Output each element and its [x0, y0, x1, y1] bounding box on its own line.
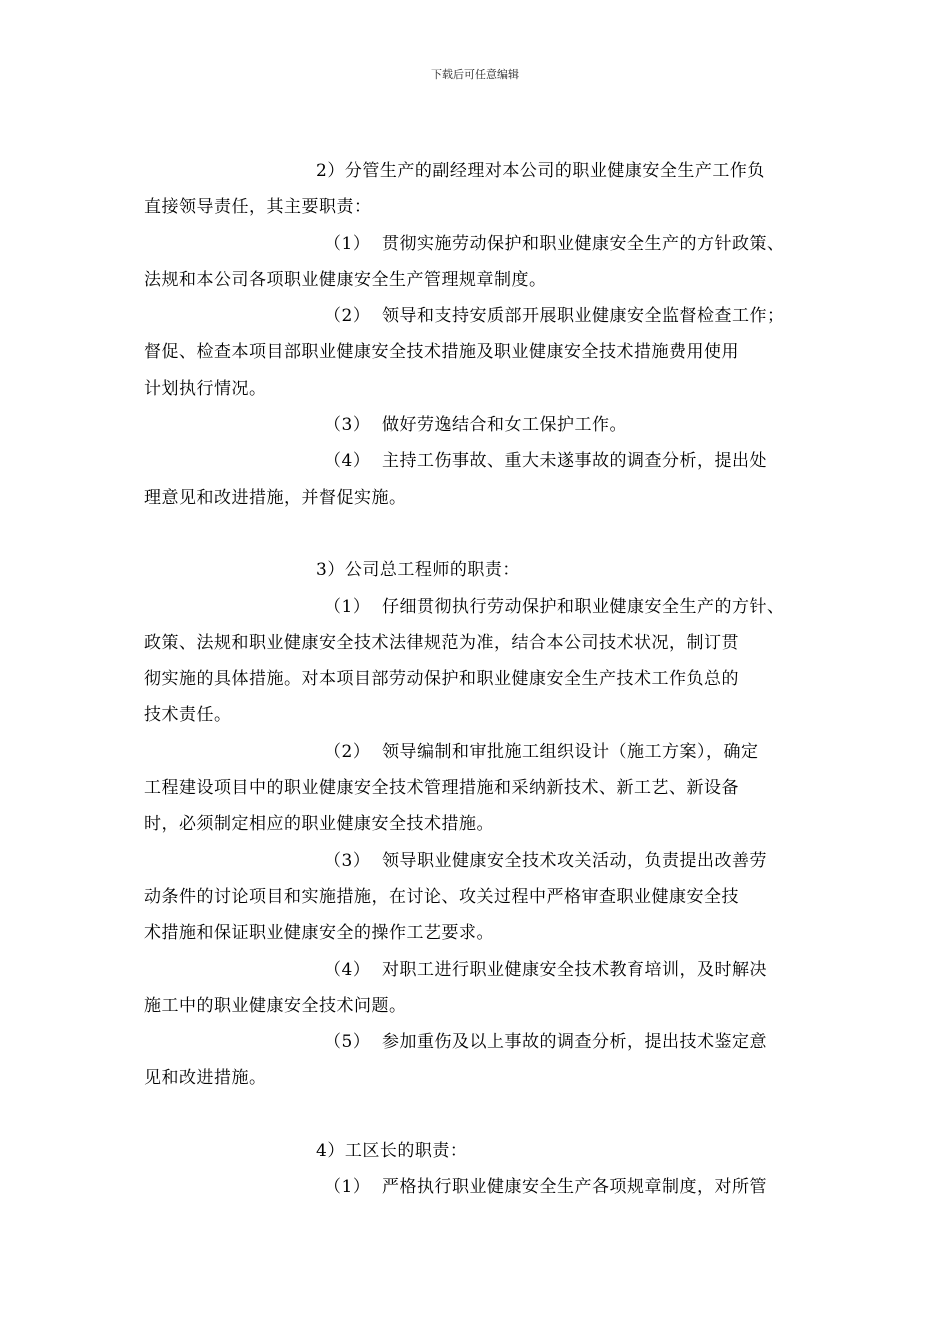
item-text-continued: 时，必须制定相应的职业健康安全技术措施。 [144, 814, 494, 835]
item-text-continued: 动条件的讨论项目和实施措施，在讨论、攻关过程中严格审查职业健康安全技 [144, 886, 739, 907]
section-work-area-chief [144, 1133, 812, 1206]
item-text-continued: 计划执行情况。 [144, 378, 267, 399]
item-text-continued: 政策、法规和职业健康安全技术法律规范为准，结合本公司技术状况，制订贯 [144, 632, 739, 653]
item-text: 贯彻实施劳动保护和职业健康安全生产的方针政策、 [382, 233, 785, 254]
page-header: 下载后可任意编辑 [431, 68, 519, 81]
item-number: （3） [324, 850, 371, 871]
list-item [144, 1169, 812, 1205]
item-text: 仔细贯彻执行劳动保护和职业健康安全生产的方针、 [382, 596, 785, 617]
item-number: （2） [324, 306, 371, 327]
item-text-continued: 施工中的职业健康安全技术问题。 [144, 995, 407, 1016]
document-body [144, 153, 812, 1206]
item-text-continued: 法规和本公司各项职业健康安全生产管理规章制度。 [144, 269, 547, 290]
section-chief-engineer [144, 552, 812, 1096]
item-number: （3） [324, 415, 371, 436]
list-item [144, 443, 812, 479]
list-item [144, 843, 812, 879]
item-text: 领导和支持安质部开展职业健康安全监督检查工作； [382, 306, 785, 327]
item-text-continued: 理意见和改进措施，并督促实施。 [144, 487, 407, 508]
item-text: 领导编制和审批施工组织设计（施工方案），确定 [382, 741, 759, 762]
item-number: （4） [324, 451, 371, 472]
section-heading: 2）分管生产的副经理对本公司的职业健康安全生产工作负 [316, 161, 765, 181]
list-item [144, 1024, 812, 1060]
list-item [144, 226, 812, 262]
item-text-continued: 彻实施的具体措施。对本项目部劳动保护和职业健康安全生产技术工作负总的 [144, 669, 739, 690]
item-number: （1） [324, 1177, 371, 1198]
item-text: 严格执行职业健康安全生产各项规章制度，对所管 [382, 1177, 767, 1198]
item-text: 对职工进行职业健康安全技术教育培训，及时解决 [382, 959, 767, 980]
section-heading-continued: 直接领导责任，其主要职责： [144, 197, 372, 218]
paragraph-gap [144, 1097, 812, 1133]
item-text: 领导职业健康安全技术攻关活动，负责提出改善劳 [382, 850, 767, 871]
item-text-continued: 见和改进措施。 [144, 1068, 267, 1089]
item-number: （1） [324, 233, 371, 254]
item-text-continued: 技术责任。 [144, 705, 232, 726]
list-item [144, 589, 812, 625]
item-text-continued: 督促、检查本项目部职业健康安全技术措施及职业健康安全技术措施费用使用 [144, 342, 739, 363]
paragraph-gap [144, 516, 812, 552]
item-text: 参加重伤及以上事故的调查分析，提出技术鉴定意 [382, 1032, 767, 1053]
list-item [144, 298, 812, 334]
item-number: （5） [324, 1032, 371, 1053]
item-number: （1） [324, 596, 371, 617]
item-text: 做好劳逸结合和女工保护工作。 [382, 415, 627, 436]
list-item [144, 407, 812, 443]
section-heading: 3）公司总工程师的职责： [316, 560, 520, 581]
section-heading: 4）工区长的职责： [316, 1141, 468, 1162]
list-item [144, 952, 812, 988]
list-item [144, 734, 812, 770]
item-text-continued: 术措施和保证职业健康安全的操作工艺要求。 [144, 923, 494, 944]
section-deputy-manager [144, 153, 812, 516]
item-number: （2） [324, 741, 371, 762]
item-number: （4） [324, 959, 371, 980]
item-text-continued: 工程建设项目中的职业健康安全技术管理措施和采纳新技术、新工艺、新设备 [144, 778, 739, 799]
item-text: 主持工伤事故、重大未遂事故的调查分析，提出处 [382, 451, 767, 472]
